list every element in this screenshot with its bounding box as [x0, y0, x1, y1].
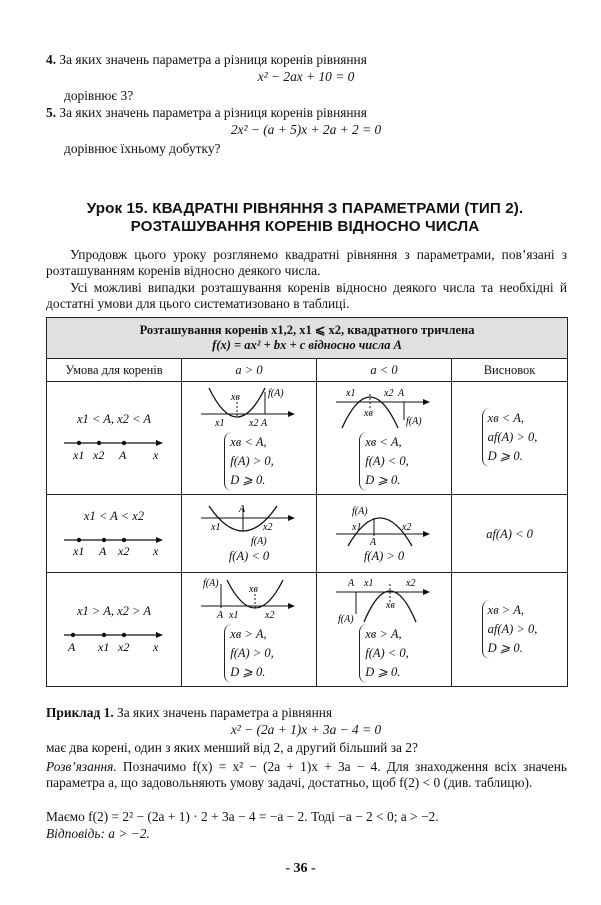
- example-equation: x² − (2a + 1)x + 3a − 4 = 0: [230, 722, 382, 737]
- svg-text:x2: x2: [93, 447, 105, 462]
- svg-text:xв: xв: [364, 408, 373, 420]
- condition-system: xв > A, f(A) < 0, D ⩾ 0.: [359, 624, 409, 683]
- header-conclusion: Висновок: [452, 359, 568, 381]
- header-a-negative: a < 0: [317, 359, 452, 381]
- roots-location-table: [46, 317, 567, 687]
- lesson-title: Урок 15. КВАДРАТНІ РІВНЯННЯ З ПАРАМЕТРАМИ (ТИП 2).: [86, 200, 524, 217]
- problem-tail: дорівнює їхньому добутку?: [64, 141, 221, 156]
- svg-text:f(A): f(A): [338, 614, 354, 625]
- answer-value: a > −2.: [108, 826, 150, 841]
- problem-text: За яких значень параметра a різниця коренів рівняння: [59, 52, 367, 67]
- problem-equation: x² − 2ax + 10 = 0: [257, 69, 355, 84]
- svg-text:x2: x2: [249, 418, 259, 430]
- parabola-up-graph: [199, 384, 299, 432]
- conclusion-cell: xв > A, af(A) > 0, D ⩾ 0.: [452, 573, 568, 687]
- solution-label: Розв’язання.: [46, 759, 117, 774]
- graph-cell: [182, 495, 317, 573]
- svg-text:xв: xв: [249, 584, 258, 596]
- svg-text:x2: x2: [118, 639, 130, 654]
- svg-text:x1: x1: [229, 610, 239, 622]
- problem-number: 5.: [46, 105, 57, 120]
- svg-text:A: A: [217, 610, 224, 622]
- answer: [46, 826, 567, 842]
- svg-text:xв: xв: [386, 600, 395, 612]
- svg-text:x1: x1: [346, 388, 356, 400]
- svg-text:x2: x2: [406, 578, 416, 590]
- problem-text: За яких значень параметра a різниця коренів рівняння: [59, 105, 367, 120]
- table-row: [47, 573, 568, 687]
- svg-text:x1: x1: [73, 447, 85, 462]
- svg-text:A: A: [119, 447, 127, 462]
- graph-cell: [317, 573, 452, 687]
- svg-text:x2: x2: [263, 521, 273, 533]
- svg-text:f(A): f(A): [352, 505, 368, 517]
- svg-text:x1: x1: [364, 578, 374, 590]
- sign-caption: f(A) < 0: [228, 548, 270, 563]
- svg-text:x1: x1: [73, 543, 85, 558]
- table-caption: Розташування коренів x1,2, x1 ⩽ x2, квадратного тричлена f(x) = ax² + bx + c відносно числа A: [47, 318, 568, 359]
- table-row: [47, 381, 568, 495]
- parabola-down-graph: [334, 504, 434, 548]
- svg-text:f(A): f(A): [251, 535, 267, 547]
- svg-text:x1: x1: [98, 639, 110, 654]
- conclusion-cell: xв < A, af(A) > 0, D ⩾ 0.: [452, 381, 568, 495]
- svg-text:A: A: [398, 388, 405, 400]
- svg-text:x1: x1: [215, 418, 225, 430]
- svg-text:A: A: [99, 543, 107, 558]
- problem-tail: дорівнює 3?: [64, 88, 134, 103]
- graph-cell: [182, 573, 317, 687]
- svg-text:f(A): f(A): [406, 416, 422, 428]
- solution-text: Позначимо f(x) = x² − (2a + 1)x + 3a − 4. Для знаходження всіх значень параметра a, що задовольняють умову задачі, достатньо, щоб f(2) < 0 (див. таблицю).: [46, 759, 567, 790]
- header-a-positive: a > 0: [182, 359, 317, 381]
- example-text: За яких значень параметра a рівняння: [117, 705, 333, 720]
- example-1: [46, 705, 567, 721]
- page-number: - 36 -: [285, 861, 316, 876]
- svg-text:x: x: [153, 543, 159, 558]
- svg-text:x: x: [153, 447, 159, 462]
- graph-cell: [317, 381, 452, 495]
- calculation: Маємо f(2) = 2² − (2a + 1) · 2 + 3a − 4 = −a − 2. Тоді −a − 2 < 0; a > −2.: [46, 809, 439, 824]
- lesson-subtitle: РОЗТАШУВАННЯ КОРЕНІВ ВІДНОСНО ЧИСЛА: [130, 218, 480, 235]
- svg-text:A: A: [261, 418, 268, 430]
- intro-paragraph: Упродовж цього уроку розглянемо квадратні рівняння з параметрами, пов’язані з розташуванням коренів відносно деякого числа.: [46, 247, 567, 278]
- parabola-up-graph: [199, 576, 299, 624]
- svg-text:A: A: [370, 536, 377, 548]
- parabola-down-graph: [334, 576, 434, 624]
- svg-text:x2: x2: [384, 388, 394, 400]
- number-line: [59, 625, 169, 657]
- svg-text:A: A: [68, 639, 76, 654]
- graph-cell: [317, 495, 452, 573]
- number-line: [59, 433, 169, 465]
- condition-system: xв > A, f(A) > 0, D ⩾ 0.: [224, 624, 274, 683]
- header-condition: Умова для коренів: [47, 359, 182, 381]
- condition-system: xв < A, f(A) > 0, D ⩾ 0.: [224, 432, 274, 491]
- condition-cell: x1 < A, x2 < A x1 x2 A x: [47, 381, 182, 495]
- example-question: має два корені, один з яких менший від 2, а другий більший за 2?: [46, 740, 418, 755]
- table-row: [47, 495, 568, 573]
- condition-system: xв < A, f(A) < 0, D ⩾ 0.: [359, 432, 409, 491]
- intro-paragraph: Усі можливі випадки розташування коренів відносно деякого числа та необхідні й достатні умови для цього систематизовано в таблиці.: [46, 280, 567, 311]
- svg-text:x: x: [153, 639, 159, 654]
- conclusion-cell: af(A) < 0: [452, 495, 568, 573]
- solution: [46, 759, 567, 791]
- graph-cell: [182, 381, 317, 495]
- svg-text:x2: x2: [402, 521, 412, 533]
- svg-text:A: A: [239, 503, 246, 515]
- svg-text:x1: x1: [211, 521, 221, 533]
- svg-text:A: A: [348, 578, 355, 590]
- answer-label: Відповідь:: [46, 826, 105, 841]
- svg-text:x1: x1: [352, 521, 362, 533]
- number-line: [59, 530, 169, 560]
- problem-equation: 2x² − (a + 5)x + 2a + 2 = 0: [230, 122, 382, 137]
- condition-cell: x1 > A, x2 > A A x1 x2 x: [47, 573, 182, 687]
- svg-text:x2: x2: [118, 543, 130, 558]
- problem-4: [46, 52, 566, 68]
- example-label: Приклад 1.: [46, 705, 114, 720]
- problem-number: 4.: [46, 52, 57, 67]
- svg-text:f(A): f(A): [203, 578, 219, 590]
- parabola-down-graph: [334, 384, 434, 432]
- svg-text:xв: xв: [231, 392, 240, 404]
- svg-text:x2: x2: [265, 610, 275, 622]
- svg-text:f(A): f(A): [268, 388, 284, 400]
- parabola-up-graph: [199, 504, 299, 548]
- problem-5: [46, 105, 566, 121]
- sign-caption: f(A) > 0: [363, 548, 405, 563]
- condition-cell: x1 < A < x2 x1 A x2 x: [47, 495, 182, 573]
